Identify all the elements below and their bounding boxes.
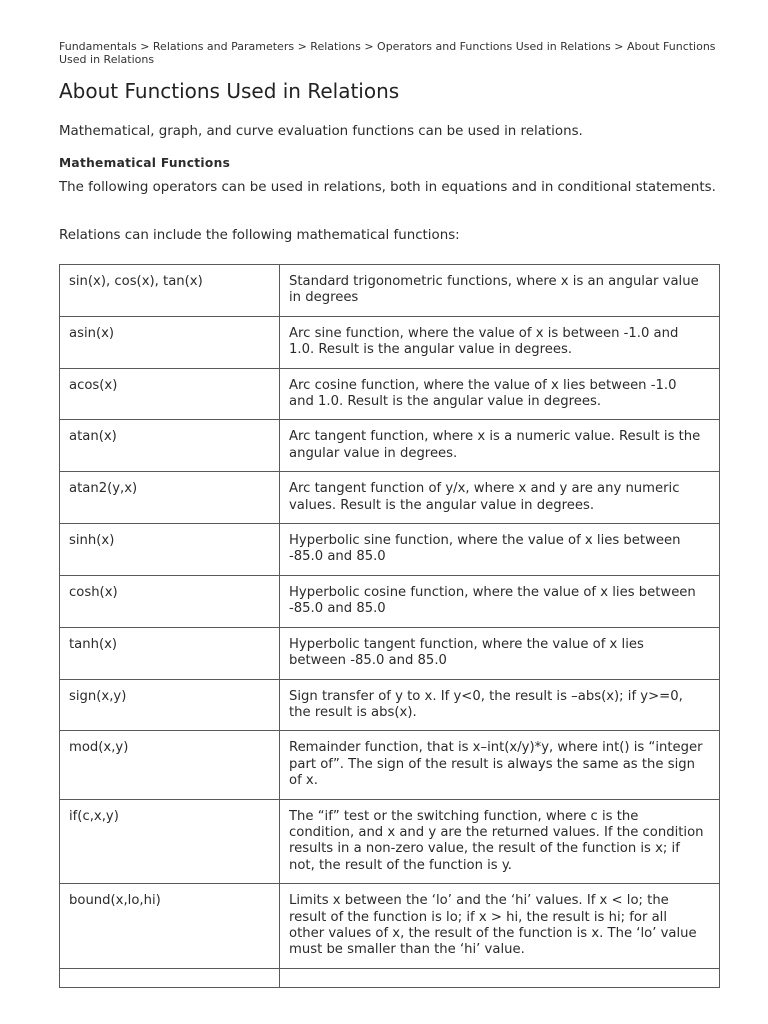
function-name-cell: acos(x) [60, 368, 280, 420]
function-name-cell: cosh(x) [60, 575, 280, 627]
table-row [60, 265, 720, 317]
breadcrumb-separator: > [614, 40, 627, 53]
function-description-cell: Arc tangent function, where x is a numeric value. Result is the angular value in degrees. [280, 420, 720, 472]
function-description-cell: The “if” test or the switching function, where c is the condition, and x and y are the returned values. If the condition results in a non-zero value, the result of the function is x; if not, the result of the function is y. [280, 799, 720, 884]
function-description-cell [280, 968, 720, 987]
table-row [60, 316, 720, 368]
function-name-cell: if(c,x,y) [60, 799, 280, 884]
table-row [60, 968, 720, 987]
table-row [60, 524, 720, 576]
function-description-cell: Sign transfer of y to x. If y<0, the result is –abs(x); if y>=0, the result is abs(x). [280, 679, 720, 731]
breadcrumb-link-operators-and-functions[interactable]: Operators and Functions Used in Relations [377, 40, 611, 53]
breadcrumb-link-relations[interactable]: Relations [310, 40, 361, 53]
table-row [60, 679, 720, 731]
breadcrumb-separator: > [140, 40, 153, 53]
table-row [60, 884, 720, 969]
function-name-cell: tanh(x) [60, 627, 280, 679]
function-name-cell [60, 968, 280, 987]
function-description-cell: Hyperbolic cosine function, where the value of x lies between -85.0 and 85.0 [280, 575, 720, 627]
operators-paragraph: The following operators can be used in relations, both in equations and in conditional statements. [59, 180, 716, 195]
table-row [60, 368, 720, 420]
intro-text: Mathematical, graph, and curve evaluation functions can be used in relations. [59, 124, 583, 139]
table-row [60, 627, 720, 679]
function-name-cell: sign(x,y) [60, 679, 280, 731]
table-row [60, 799, 720, 884]
function-description-cell: Arc sine function, where the value of x is between -1.0 and 1.0. Result is the angular value in degrees. [280, 316, 720, 368]
function-name-cell: atan(x) [60, 420, 280, 472]
function-description-cell: Hyperbolic tangent function, where the value of x lies between -85.0 and 85.0 [280, 627, 720, 679]
breadcrumb-separator: > [364, 40, 378, 53]
function-description-cell: Hyperbolic sine function, where the value of x lies between -85.0 and 85.0 [280, 524, 720, 576]
function-description-cell: Arc tangent function of y/x, where x and y are any numeric values. Result is the angular value in degrees. [280, 472, 720, 524]
table-row [60, 420, 720, 472]
function-name-cell: atan2(y,x) [60, 472, 280, 524]
function-name-cell: asin(x) [60, 316, 280, 368]
function-name-cell: mod(x,y) [60, 731, 280, 799]
table-row [60, 731, 720, 799]
function-name-cell: sinh(x) [60, 524, 280, 576]
functions-table [59, 264, 720, 988]
breadcrumb-current: About Functions Used in Relations [59, 40, 716, 66]
page-title: About Functions Used in Relations [59, 79, 400, 103]
function-description-cell: Remainder function, that is x–int(x/y)*y, where int() is “integer part of”. The sign of the result is always the same as the sign of x. [280, 731, 720, 799]
functions-intro-paragraph: Relations can include the following mathematical functions: [59, 228, 460, 243]
table-row [60, 575, 720, 627]
section-heading: Mathematical Functions [59, 156, 231, 170]
breadcrumb-link-relations-and-parameters[interactable]: Relations and Parameters [152, 40, 295, 53]
function-description-cell: Standard trigonometric functions, where x is an angular value in degrees [280, 265, 720, 317]
breadcrumb [59, 41, 721, 66]
breadcrumb-link-fundamentals[interactable]: Fundamentals [59, 40, 137, 53]
table-row [60, 472, 720, 524]
function-description-cell: Limits x between the ‘lo’ and the ‘hi’ values. If x < lo; the result of the function is lo; if x > hi, the result is hi; for all other values of x, the result of the function is x. The ‘lo’ value must be smaller than the ‘hi’ value. [280, 884, 720, 969]
function-description-cell: Arc cosine function, where the value of x lies between -1.0 and 1.0. Result is the angular value in degrees. [280, 368, 720, 420]
function-name-cell: sin(x), cos(x), tan(x) [60, 265, 280, 317]
function-name-cell: bound(x,lo,hi) [60, 884, 280, 969]
breadcrumb-separator: > [297, 40, 311, 53]
